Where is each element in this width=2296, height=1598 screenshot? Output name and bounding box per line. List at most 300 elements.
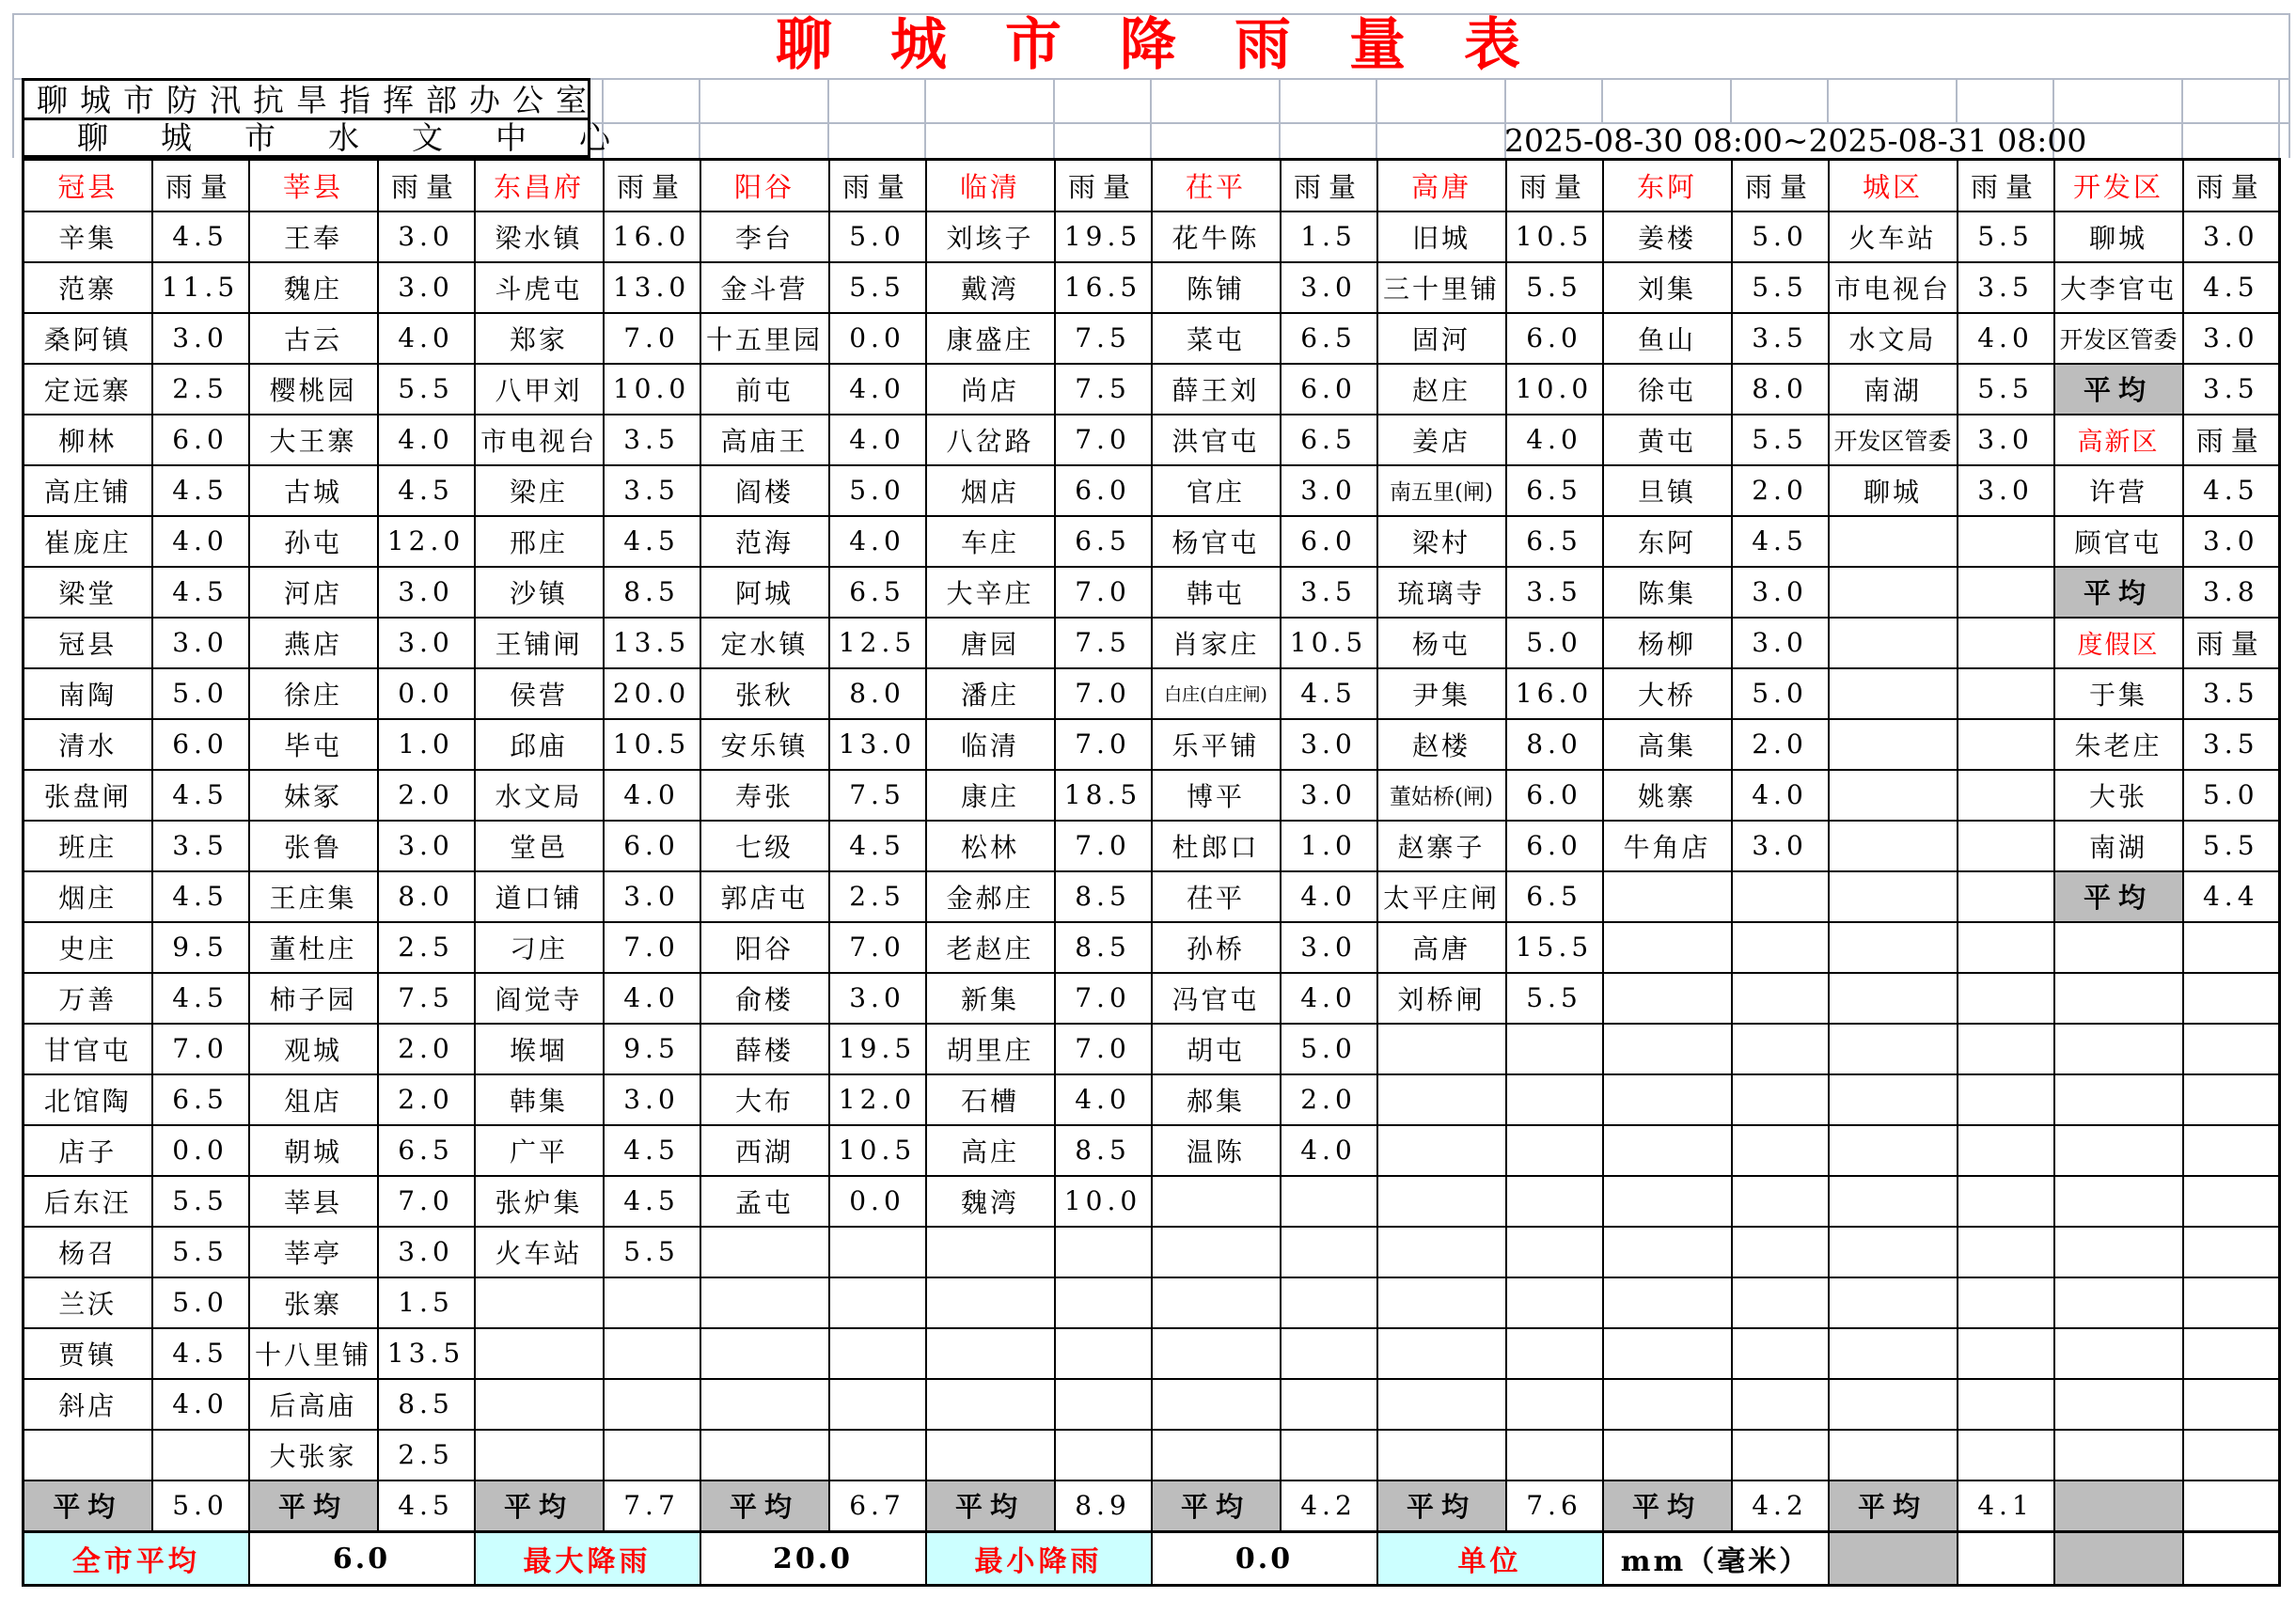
rainfall-table — [22, 158, 2281, 1587]
station-name-cell: 官庄 — [1152, 465, 1281, 516]
rain-value-cell: 1.5 — [378, 1277, 475, 1328]
empty-cell — [700, 1227, 829, 1277]
station-name-cell: 石槽 — [926, 1074, 1055, 1125]
station-name-cell: 桑阿镇 — [24, 313, 152, 364]
rain-value-cell: 3.0 — [1732, 567, 1829, 618]
station-name-cell: 张盘闸 — [24, 770, 152, 821]
rain-value-cell: 3.0 — [152, 618, 249, 668]
rain-value-cell: 13.5 — [604, 618, 700, 668]
station-name-cell: 妹冢 — [249, 770, 378, 821]
region-header: 阳谷 — [700, 160, 829, 212]
station-name-cell: 大张 — [2054, 770, 2183, 821]
rain-value-cell: 0.0 — [378, 668, 475, 719]
station-name-cell: 赵楼 — [1377, 719, 1506, 770]
rain-amount-header: 雨量 — [1732, 160, 1829, 212]
summary-empty-cell — [1829, 1532, 1958, 1586]
empty-cell — [2054, 1024, 2183, 1074]
empty-cell — [1603, 1074, 1732, 1125]
empty-cell — [829, 1379, 926, 1430]
rain-value-cell: 6.0 — [1506, 313, 1603, 364]
station-name-cell: 崔庞庄 — [24, 516, 152, 567]
avg-label-cell: 平均 — [700, 1480, 829, 1532]
empty-cell — [1377, 1430, 1506, 1480]
rain-value-cell: 3.5 — [604, 415, 700, 465]
station-name-cell: 俎店 — [249, 1074, 378, 1125]
empty-cell — [926, 1328, 1055, 1379]
station-name-cell: 水文局 — [475, 770, 604, 821]
empty-cell — [604, 1328, 700, 1379]
station-name-cell: 徐庄 — [249, 668, 378, 719]
station-name-cell: 沙镇 — [475, 567, 604, 618]
rain-amount-header: 雨量 — [2183, 618, 2280, 668]
empty-cell — [1829, 1024, 1958, 1074]
gridline — [2052, 78, 2054, 122]
rain-value-cell: 5.0 — [152, 668, 249, 719]
rain-value-cell: 0.0 — [829, 1176, 926, 1227]
summary-value-cell: 6.0 — [249, 1532, 475, 1586]
empty-cell — [1732, 1379, 1829, 1430]
empty-cell — [2183, 1277, 2280, 1328]
empty-cell — [1152, 1430, 1281, 1480]
rain-value-cell: 6.5 — [1506, 871, 1603, 922]
station-name-cell: 金斗营 — [700, 262, 829, 313]
region-header: 东阿 — [1603, 160, 1732, 212]
rain-value-cell: 8.5 — [1055, 922, 1152, 973]
empty-cell — [1732, 922, 1829, 973]
empty-cell — [1377, 1227, 1506, 1277]
empty-cell — [1829, 1379, 1958, 1430]
rain-value-cell: 4.0 — [829, 516, 926, 567]
rain-value-cell: 3.5 — [1732, 313, 1829, 364]
rain-value-cell: 7.0 — [152, 1024, 249, 1074]
rain-value-cell: 6.5 — [829, 567, 926, 618]
station-name-cell: 水文局 — [1829, 313, 1958, 364]
rain-value-cell: 7.0 — [829, 922, 926, 973]
station-name-cell: 张鲁 — [249, 821, 378, 871]
rain-value-cell: 3.0 — [2183, 516, 2280, 567]
rain-value-cell: 5.0 — [829, 465, 926, 516]
avg-value-cell: 4.5 — [378, 1480, 475, 1532]
empty-cell — [1829, 1328, 1958, 1379]
empty-cell — [2183, 1176, 2280, 1227]
rain-value-cell: 3.0 — [1281, 262, 1377, 313]
station-name-cell: 刁庄 — [475, 922, 604, 973]
rain-value-cell: 10.5 — [1506, 212, 1603, 262]
empty-cell — [2054, 1328, 2183, 1379]
empty-cell — [475, 1379, 604, 1430]
station-name-cell: 定水镇 — [700, 618, 829, 668]
station-name-cell: 十八里铺 — [249, 1328, 378, 1379]
empty-cell — [2054, 1227, 2183, 1277]
station-name-cell: 戴湾 — [926, 262, 1055, 313]
rain-value-cell: 6.0 — [152, 415, 249, 465]
rain-value-cell: 8.0 — [829, 668, 926, 719]
station-name-cell: 杨官屯 — [1152, 516, 1281, 567]
rain-amount-header: 雨量 — [152, 160, 249, 212]
empty-cell — [1506, 1430, 1603, 1480]
avg-label-cell: 平均 — [926, 1480, 1055, 1532]
rain-value-cell: 7.0 — [1055, 567, 1152, 618]
rain-value-cell: 5.0 — [1281, 1024, 1377, 1074]
rain-value-cell: 7.5 — [1055, 364, 1152, 415]
station-name-cell: 董杜庄 — [249, 922, 378, 973]
station-name-cell: 韩集 — [475, 1074, 604, 1125]
rain-value-cell: 7.0 — [1055, 973, 1152, 1024]
station-name-cell: 松林 — [926, 821, 1055, 871]
station-name-cell: 樱桃园 — [249, 364, 378, 415]
rain-value-cell: 4.0 — [604, 973, 700, 1024]
station-name-cell: 韩屯 — [1152, 567, 1281, 618]
empty-cell — [1829, 719, 1958, 770]
avg-value-cell: 4.1 — [1958, 1480, 2054, 1532]
empty-cell — [1377, 1176, 1506, 1227]
region-header: 冠县 — [24, 160, 152, 212]
station-name-cell: 侯营 — [475, 668, 604, 719]
empty-cell — [1829, 668, 1958, 719]
rain-value-cell: 12.5 — [829, 618, 926, 668]
rain-value-cell: 2.0 — [378, 770, 475, 821]
empty-cell — [475, 1328, 604, 1379]
station-name-cell: 康盛庄 — [926, 313, 1055, 364]
rain-value-cell: 4.0 — [829, 364, 926, 415]
rain-value-cell: 4.0 — [1281, 1125, 1377, 1176]
station-name-cell: 梁水镇 — [475, 212, 604, 262]
rain-value-cell: 2.5 — [378, 922, 475, 973]
avg-label-cell: 平均 — [2054, 364, 2183, 415]
station-name-cell: 郭店屯 — [700, 871, 829, 922]
rain-value-cell: 10.5 — [1281, 618, 1377, 668]
station-name-cell: 火车站 — [1829, 212, 1958, 262]
station-name-cell: 陈铺 — [1152, 262, 1281, 313]
station-name-cell: 尹集 — [1377, 668, 1506, 719]
station-name-cell: 南湖 — [2054, 821, 2183, 871]
empty-cell — [1829, 1125, 1958, 1176]
empty-cell — [1958, 1024, 2054, 1074]
rain-value-cell: 6.0 — [152, 719, 249, 770]
empty-cell — [604, 1277, 700, 1328]
gridline — [699, 78, 700, 122]
station-name-cell: 梁堂 — [24, 567, 152, 618]
rain-value-cell: 4.0 — [1055, 1074, 1152, 1125]
rain-value-cell: 8.0 — [1732, 364, 1829, 415]
avg-label-cell: 平均 — [475, 1480, 604, 1532]
gridline — [1279, 122, 1281, 158]
rain-value-cell: 8.5 — [378, 1379, 475, 1430]
station-name-cell: 薛楼 — [700, 1024, 829, 1074]
gridline — [1376, 122, 1377, 158]
empty-cell — [1829, 567, 1958, 618]
station-name-cell: 张秋 — [700, 668, 829, 719]
avg-value-cell: 7.6 — [1506, 1480, 1603, 1532]
org-name-line1: 聊城市防汛抗旱指挥部办公室 — [24, 81, 588, 120]
station-name-cell: 南陶 — [24, 668, 152, 719]
empty-cell — [1603, 1277, 1732, 1328]
rain-value-cell: 2.5 — [829, 871, 926, 922]
summary-value-cell: 20.0 — [700, 1532, 926, 1586]
station-name-cell: 杜郎口 — [1152, 821, 1281, 871]
empty-cell — [1377, 1277, 1506, 1328]
station-name-cell: 店子 — [24, 1125, 152, 1176]
summary-empty-cell — [2183, 1532, 2280, 1586]
empty-cell — [1055, 1379, 1152, 1430]
gridline — [1376, 78, 1377, 122]
rain-value-cell: 9.5 — [604, 1024, 700, 1074]
station-name-cell: 王铺闸 — [475, 618, 604, 668]
empty-cell — [1958, 618, 2054, 668]
empty-cell — [2183, 1227, 2280, 1277]
gridline — [1601, 78, 1603, 122]
summary-label-cell: 全市平均 — [24, 1532, 249, 1586]
rain-value-cell: 3.0 — [378, 262, 475, 313]
rain-value-cell: 4.0 — [378, 313, 475, 364]
empty-cell — [1958, 719, 2054, 770]
empty-cell — [2183, 1074, 2280, 1125]
rain-value-cell: 7.0 — [1055, 719, 1152, 770]
empty-cell — [2054, 1125, 2183, 1176]
rain-value-cell: 6.0 — [604, 821, 700, 871]
rain-value-cell: 19.5 — [829, 1024, 926, 1074]
empty-cell — [1506, 1328, 1603, 1379]
summary-value-cell: mm（毫米） — [1603, 1532, 1829, 1586]
station-name-cell: 孟屯 — [700, 1176, 829, 1227]
avg-empty-cell — [2054, 1480, 2183, 1532]
station-name-cell: 燕店 — [249, 618, 378, 668]
gridline — [1504, 78, 1506, 122]
empty-cell — [475, 1277, 604, 1328]
station-name-cell: 潘庄 — [926, 668, 1055, 719]
rain-value-cell: 4.5 — [1281, 668, 1377, 719]
station-name-cell: 辛集 — [24, 212, 152, 262]
empty-cell — [926, 1379, 1055, 1430]
summary-label-cell: 最大降雨 — [475, 1532, 700, 1586]
rain-value-cell: 18.5 — [1055, 770, 1152, 821]
rain-value-cell: 7.0 — [1055, 1024, 1152, 1074]
gridline — [1730, 78, 1732, 122]
rain-value-cell: 5.5 — [1506, 973, 1603, 1024]
rain-value-cell: 4.0 — [604, 770, 700, 821]
station-name-cell: 黄屯 — [1603, 415, 1732, 465]
rain-value-cell: 7.0 — [378, 1176, 475, 1227]
station-name-cell: 薛王刘 — [1152, 364, 1281, 415]
rain-value-cell: 3.0 — [1958, 465, 2054, 516]
subregion-header: 度假区 — [2054, 618, 2183, 668]
station-name-cell: 兰沃 — [24, 1277, 152, 1328]
empty-cell — [1829, 1277, 1958, 1328]
station-name-cell: 杨柳 — [1603, 618, 1732, 668]
empty-cell — [1152, 1328, 1281, 1379]
rain-value-cell: 4.5 — [152, 1328, 249, 1379]
station-name-cell: 寿张 — [700, 770, 829, 821]
empty-cell — [1055, 1328, 1152, 1379]
station-name-cell: 赵寨子 — [1377, 821, 1506, 871]
empty-cell — [829, 1328, 926, 1379]
rain-value-cell: 5.5 — [1958, 364, 2054, 415]
empty-cell — [1732, 973, 1829, 1024]
gridline — [2278, 122, 2280, 158]
rain-value-cell: 16.5 — [1055, 262, 1152, 313]
station-name-cell: 高庄 — [926, 1125, 1055, 1176]
rain-value-cell: 11.5 — [152, 262, 249, 313]
rain-value-cell: 6.0 — [1506, 821, 1603, 871]
rain-value-cell: 0.0 — [829, 313, 926, 364]
station-name-cell: 后高庙 — [249, 1379, 378, 1430]
rain-value-cell: 4.0 — [1281, 973, 1377, 1024]
empty-cell — [152, 1430, 249, 1480]
station-name-cell: 范寨 — [24, 262, 152, 313]
empty-cell — [2183, 973, 2280, 1024]
station-name-cell: 十五里园 — [700, 313, 829, 364]
station-name-cell: 河店 — [249, 567, 378, 618]
station-name-cell: 朝城 — [249, 1125, 378, 1176]
rain-amount-header: 雨量 — [604, 160, 700, 212]
summary-empty-cell — [1958, 1532, 2054, 1586]
empty-cell — [1732, 1176, 1829, 1227]
station-name-cell: 胡屯 — [1152, 1024, 1281, 1074]
empty-cell — [475, 1430, 604, 1480]
empty-cell — [1958, 1176, 2054, 1227]
station-name-cell: 阎觉寺 — [475, 973, 604, 1024]
station-name-cell: 老赵庄 — [926, 922, 1055, 973]
station-name-cell: 莘亭 — [249, 1227, 378, 1277]
station-name-cell: 温陈 — [1152, 1125, 1281, 1176]
rain-value-cell: 6.0 — [1506, 770, 1603, 821]
empty-cell — [1506, 1125, 1603, 1176]
empty-cell — [1958, 1430, 2054, 1480]
rain-value-cell: 1.0 — [378, 719, 475, 770]
station-name-cell: 班庄 — [24, 821, 152, 871]
station-name-cell: 唐园 — [926, 618, 1055, 668]
station-name-cell: 高庙王 — [700, 415, 829, 465]
empty-cell — [1829, 1430, 1958, 1480]
empty-cell — [1732, 871, 1829, 922]
station-name-cell: 许营 — [2054, 465, 2183, 516]
station-name-cell: 茌平 — [1152, 871, 1281, 922]
rain-value-cell: 3.0 — [1281, 770, 1377, 821]
rain-value-cell: 12.0 — [829, 1074, 926, 1125]
rain-value-cell: 5.0 — [2183, 770, 2280, 821]
avg-label-cell: 平均 — [2054, 871, 2183, 922]
rain-value-cell: 3.0 — [1958, 415, 2054, 465]
empty-cell — [1152, 1277, 1281, 1328]
station-name-cell: 南湖 — [1829, 364, 1958, 415]
station-name-cell: 北馆陶 — [24, 1074, 152, 1125]
rain-value-cell: 5.5 — [829, 262, 926, 313]
rain-value-cell: 3.5 — [2183, 668, 2280, 719]
region-header: 莘县 — [249, 160, 378, 212]
empty-cell — [1603, 1430, 1732, 1480]
empty-cell — [2054, 1430, 2183, 1480]
station-name-cell: 董姑桥(闸) — [1377, 770, 1506, 821]
station-name-cell: 柿子园 — [249, 973, 378, 1024]
rain-value-cell: 2.0 — [378, 1074, 475, 1125]
station-name-cell: 毕屯 — [249, 719, 378, 770]
rain-value-cell: 7.0 — [604, 922, 700, 973]
avg-value-cell: 5.0 — [152, 1480, 249, 1532]
station-name-cell: 菜屯 — [1152, 313, 1281, 364]
rain-value-cell: 4.5 — [829, 821, 926, 871]
rain-value-cell: 10.0 — [1055, 1176, 1152, 1227]
rain-value-cell: 3.0 — [1281, 922, 1377, 973]
empty-cell — [1055, 1430, 1152, 1480]
region-header: 高唐 — [1377, 160, 1506, 212]
station-name-cell: 姜店 — [1377, 415, 1506, 465]
rain-value-cell: 7.5 — [829, 770, 926, 821]
empty-cell — [1958, 1277, 2054, 1328]
empty-cell — [1603, 1125, 1732, 1176]
gridline — [699, 122, 700, 158]
station-name-cell: 斜店 — [24, 1379, 152, 1430]
rain-value-cell: 3.5 — [1958, 262, 2054, 313]
rain-amount-header: 雨量 — [1506, 160, 1603, 212]
station-name-cell: 烟店 — [926, 465, 1055, 516]
station-name-cell: 旧城 — [1377, 212, 1506, 262]
rain-value-cell: 3.0 — [378, 567, 475, 618]
empty-cell — [1732, 1074, 1829, 1125]
gridline — [602, 78, 604, 122]
empty-cell — [2054, 1074, 2183, 1125]
avg-value-cell: 8.9 — [1055, 1480, 1152, 1532]
rain-value-cell: 5.5 — [1732, 262, 1829, 313]
rain-value-cell: 3.5 — [152, 821, 249, 871]
empty-cell — [1829, 871, 1958, 922]
station-name-cell: 莘县 — [249, 1176, 378, 1227]
rain-value-cell: 8.5 — [604, 567, 700, 618]
station-name-cell: 车庄 — [926, 516, 1055, 567]
empty-cell — [700, 1277, 829, 1328]
rain-value-cell: 20.0 — [604, 668, 700, 719]
rain-value-cell: 6.5 — [1281, 415, 1377, 465]
rain-value-cell: 3.5 — [1281, 567, 1377, 618]
station-name-cell: 八岔路 — [926, 415, 1055, 465]
station-name-cell: 姜楼 — [1603, 212, 1732, 262]
avg-value-cell: 4.2 — [1281, 1480, 1377, 1532]
rain-value-cell: 8.5 — [1055, 871, 1152, 922]
empty-cell — [1055, 1227, 1152, 1277]
empty-cell — [1732, 1024, 1829, 1074]
rain-value-cell: 13.5 — [378, 1328, 475, 1379]
empty-cell — [1603, 1176, 1732, 1227]
rain-value-cell: 4.0 — [152, 516, 249, 567]
empty-cell — [1958, 516, 2054, 567]
station-name-cell: 前屯 — [700, 364, 829, 415]
station-name-cell: 大李官屯 — [2054, 262, 2183, 313]
rain-value-cell: 3.0 — [2183, 313, 2280, 364]
rain-value-cell: 2.0 — [1732, 719, 1829, 770]
empty-cell — [2183, 1328, 2280, 1379]
avg-value-cell: 6.7 — [829, 1480, 926, 1532]
rain-value-cell: 5.5 — [604, 1227, 700, 1277]
empty-cell — [1603, 871, 1732, 922]
rain-value-cell: 16.0 — [1506, 668, 1603, 719]
empty-cell — [1377, 1328, 1506, 1379]
gridline — [924, 122, 926, 158]
empty-cell — [1152, 1379, 1281, 1430]
empty-cell — [1829, 618, 1958, 668]
rain-value-cell: 4.5 — [152, 871, 249, 922]
station-name-cell: 柳林 — [24, 415, 152, 465]
empty-cell — [2183, 922, 2280, 973]
station-name-cell: 定远寨 — [24, 364, 152, 415]
rain-value-cell: 5.5 — [378, 364, 475, 415]
rain-value-cell: 13.0 — [604, 262, 700, 313]
empty-cell — [24, 1430, 152, 1480]
station-name-cell: 冠县 — [24, 618, 152, 668]
empty-cell — [1281, 1227, 1377, 1277]
rain-value-cell: 5.0 — [1732, 212, 1829, 262]
station-name-cell: 堠堌 — [475, 1024, 604, 1074]
region-header: 茌平 — [1152, 160, 1281, 212]
empty-cell — [1732, 1430, 1829, 1480]
